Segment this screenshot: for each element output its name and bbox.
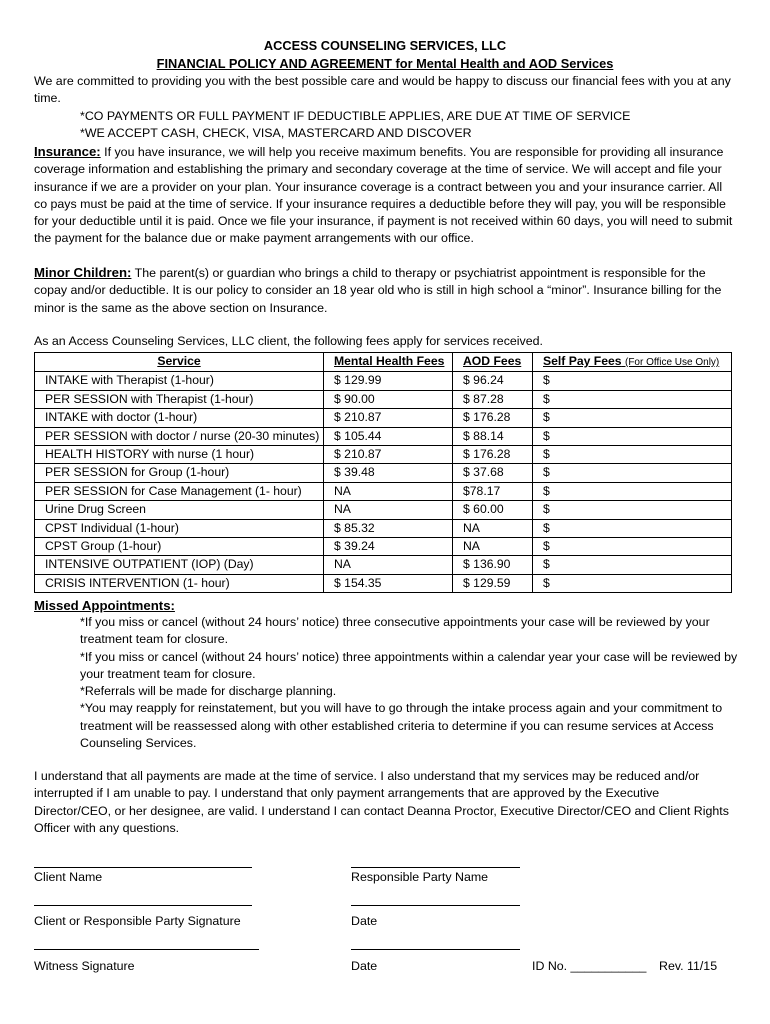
table-row xyxy=(35,427,732,445)
fee-cell-mental-health: $ 39.48 xyxy=(324,464,453,482)
responsible-party-name-label: Responsible Party Name xyxy=(351,870,489,884)
witness-signature-line[interactable] xyxy=(34,949,259,950)
fee-cell-mental-health: $ 105.44 xyxy=(324,427,453,445)
fee-cell-self-pay[interactable]: $ xyxy=(533,427,732,445)
table-row xyxy=(35,519,732,537)
fee-table-header xyxy=(35,353,732,372)
fee-cell-mental-health: $ 90.00 xyxy=(324,390,453,408)
date-label-1: Date xyxy=(351,914,378,928)
table-row xyxy=(35,464,732,482)
id-number-field[interactable]: ID No. ___________ xyxy=(532,959,647,973)
fee-cell-service: INTENSIVE OUTPATIENT (IOP) (Day) xyxy=(35,556,324,574)
responsible-party-name-line[interactable] xyxy=(351,867,520,868)
self-pay-note: (For Office Use Only) xyxy=(624,357,720,368)
fee-table xyxy=(34,352,732,593)
fee-cell-self-pay[interactable]: $ xyxy=(533,390,732,408)
fee-cell-self-pay[interactable]: $ xyxy=(533,538,732,556)
fee-cell-aod: $ 176.28 xyxy=(453,446,533,464)
fee-cell-service: PER SESSION with doctor / nurse (20-30 minutes) xyxy=(35,427,324,445)
table-row xyxy=(35,409,732,427)
date-line-2[interactable] xyxy=(351,949,520,950)
fee-cell-service: Urine Drug Screen xyxy=(35,501,324,519)
fee-cell-aod: $ 88.14 xyxy=(453,427,533,445)
fee-cell-aod: $ 37.68 xyxy=(453,464,533,482)
client-name-line[interactable] xyxy=(34,867,252,868)
insurance-text: If you have insurance, we will help you receive maximum benefits. You are responsible for providing all insurance coverage information and establishing the primary and secondary coverage at the time of service. We will accept and file your insurance if we are a provider on your plan. Your insurance coverage is a contract between you and your insurance carrier. All co pays must be paid at the time of service. If your insurance requires a deductible before they will pay, you will be responsible for your deductible until it is paid. Once we file your insurance, if payment is not received within 60 days, you will need to submit the payment for the balance due or make payment arrangements with our office. xyxy=(34,145,733,246)
fee-cell-aod: $ 60.00 xyxy=(453,501,533,519)
col-header-self-pay xyxy=(533,353,732,372)
intro-text: We are committed to providing you with the best possible care and would be happy to discuss our financial fees with you at any time. xyxy=(34,74,731,106)
fee-cell-mental-health: $ 129.99 xyxy=(324,372,453,390)
fee-cell-self-pay[interactable]: $ xyxy=(533,501,732,519)
intro-bullet-copay: *CO PAYMENTS OR FULL PAYMENT IF DEDUCTIBLE APPLIES, ARE DUE AT TIME OF SERVICE xyxy=(80,109,631,123)
client-signature-label: Client or Responsible Party Signature xyxy=(34,914,241,928)
fee-cell-aod: $ 176.28 xyxy=(453,409,533,427)
fee-cell-self-pay[interactable]: $ xyxy=(533,519,732,537)
date-line-1[interactable] xyxy=(351,905,520,906)
fee-cell-aod: NA xyxy=(453,519,533,537)
fee-cell-aod: $ 129.59 xyxy=(453,574,533,592)
fee-cell-self-pay[interactable]: $ xyxy=(533,372,732,390)
col-header-mental-health: Mental Health Fees xyxy=(324,353,453,372)
agreement-text: I understand that all payments are made at the time of service. I also understand that my services may be reduced and/or interrupted if I am unable to pay. I understand that only payment arrangements that are approved by the Executive Director/CEO, or her designee, are valid. I understand I can contact Deanna Proctor, Executive Director/CEO and Client Rights Officer with any questions. xyxy=(34,769,729,835)
page-title: FINANCIAL POLICY AND AGREEMENT for Mental Health and AOD Services xyxy=(156,56,614,71)
table-row xyxy=(35,574,732,592)
fee-cell-mental-health: NA xyxy=(324,556,453,574)
fee-cell-service: CRISIS INTERVENTION (1- hour) xyxy=(35,574,324,592)
fee-cell-service: INTAKE with doctor (1-hour) xyxy=(35,409,324,427)
insurance-heading: Insurance: xyxy=(34,144,101,159)
table-row xyxy=(35,446,732,464)
revision-label: Rev. 11/15 xyxy=(659,959,718,973)
fee-cell-service: PER SESSION for Case Management (1- hour) xyxy=(35,482,324,500)
fee-cell-aod: $ 96.24 xyxy=(453,372,533,390)
minor-heading: Minor Children: xyxy=(34,265,132,280)
minor-text: The parent(s) or guardian who brings a child to therapy or psychiatrist appointment is responsible for the copay and/or deductible. It is our policy to consider an 18 year old who is still in high school a “minor”. Insurance billing for the minor is the same as the above section on Insurance. xyxy=(34,266,722,315)
client-name-label: Client Name xyxy=(34,870,103,884)
fee-cell-self-pay[interactable]: $ xyxy=(533,482,732,500)
fee-cell-mental-health: NA xyxy=(324,501,453,519)
intro-bullet-payment: *WE ACCEPT CASH, CHECK, VISA, MASTERCARD AND DISCOVER xyxy=(80,126,472,140)
insurance-section xyxy=(34,143,734,248)
fee-cell-aod: $ 136.90 xyxy=(453,556,533,574)
missed-item: *You may reapply for reinstatement, but you will have to go through the intake process again and your commitment to treatment will be reassessed along with other established criteria to determine if you can resume services at Access Counseling Services. xyxy=(80,701,723,751)
fee-cell-self-pay[interactable]: $ xyxy=(533,409,732,427)
fee-cell-service: PER SESSION for Group (1-hour) xyxy=(35,464,324,482)
table-row xyxy=(35,538,732,556)
client-signature-line[interactable] xyxy=(34,905,252,906)
fee-cell-mental-health: NA xyxy=(324,482,453,500)
table-row xyxy=(35,501,732,519)
fee-cell-service: CPST Individual (1-hour) xyxy=(35,519,324,537)
fee-cell-self-pay[interactable]: $ xyxy=(533,464,732,482)
fee-cell-mental-health: $ 210.87 xyxy=(324,446,453,464)
fee-cell-service: INTAKE with Therapist (1-hour) xyxy=(35,372,324,390)
missed-item: *Referrals will be made for discharge planning. xyxy=(80,684,337,699)
missed-heading: Missed Appointments: xyxy=(34,598,175,613)
fee-cell-service: PER SESSION with Therapist (1-hour) xyxy=(35,390,324,408)
fees-intro: As an Access Counseling Services, LLC client, the following fees apply for services received. xyxy=(34,334,543,348)
fee-cell-service: HEALTH HISTORY with nurse (1 hour) xyxy=(35,446,324,464)
missed-item: *If you miss or cancel (without 24 hours’ notice) three consecutive appointments your case will be reviewed by your treatment team for closure. xyxy=(80,615,710,647)
fee-cell-mental-health: $ 210.87 xyxy=(324,409,453,427)
fee-cell-service: CPST Group (1-hour) xyxy=(35,538,324,556)
fee-cell-self-pay[interactable]: $ xyxy=(533,446,732,464)
date-label-2: Date xyxy=(351,959,378,973)
fee-cell-aod: $78.17 xyxy=(453,482,533,500)
fee-cell-self-pay[interactable]: $ xyxy=(533,556,732,574)
self-pay-label: Self Pay Fees xyxy=(543,354,622,368)
witness-signature-label: Witness Signature xyxy=(34,959,135,973)
col-header-service: Service xyxy=(35,353,324,372)
table-row xyxy=(35,390,732,408)
minor-section xyxy=(34,264,734,317)
fee-cell-aod: $ 87.28 xyxy=(453,390,533,408)
fee-cell-self-pay[interactable]: $ xyxy=(533,574,732,592)
missed-item: *If you miss or cancel (without 24 hours’ notice) three appointments within a calendar year your case will be reviewed by your treatment team for closure. xyxy=(80,649,738,681)
fee-cell-mental-health: $ 39.24 xyxy=(324,538,453,556)
table-row xyxy=(35,372,732,390)
table-row xyxy=(35,482,732,500)
col-header-aod: AOD Fees xyxy=(453,353,533,372)
missed-list xyxy=(80,614,740,752)
table-row xyxy=(35,556,732,574)
fee-cell-aod: NA xyxy=(453,538,533,556)
fee-cell-mental-health: $ 154.35 xyxy=(324,574,453,592)
fee-cell-mental-health: $ 85.32 xyxy=(324,519,453,537)
company-name: ACCESS COUNSELING SERVICES, LLC xyxy=(263,38,507,53)
